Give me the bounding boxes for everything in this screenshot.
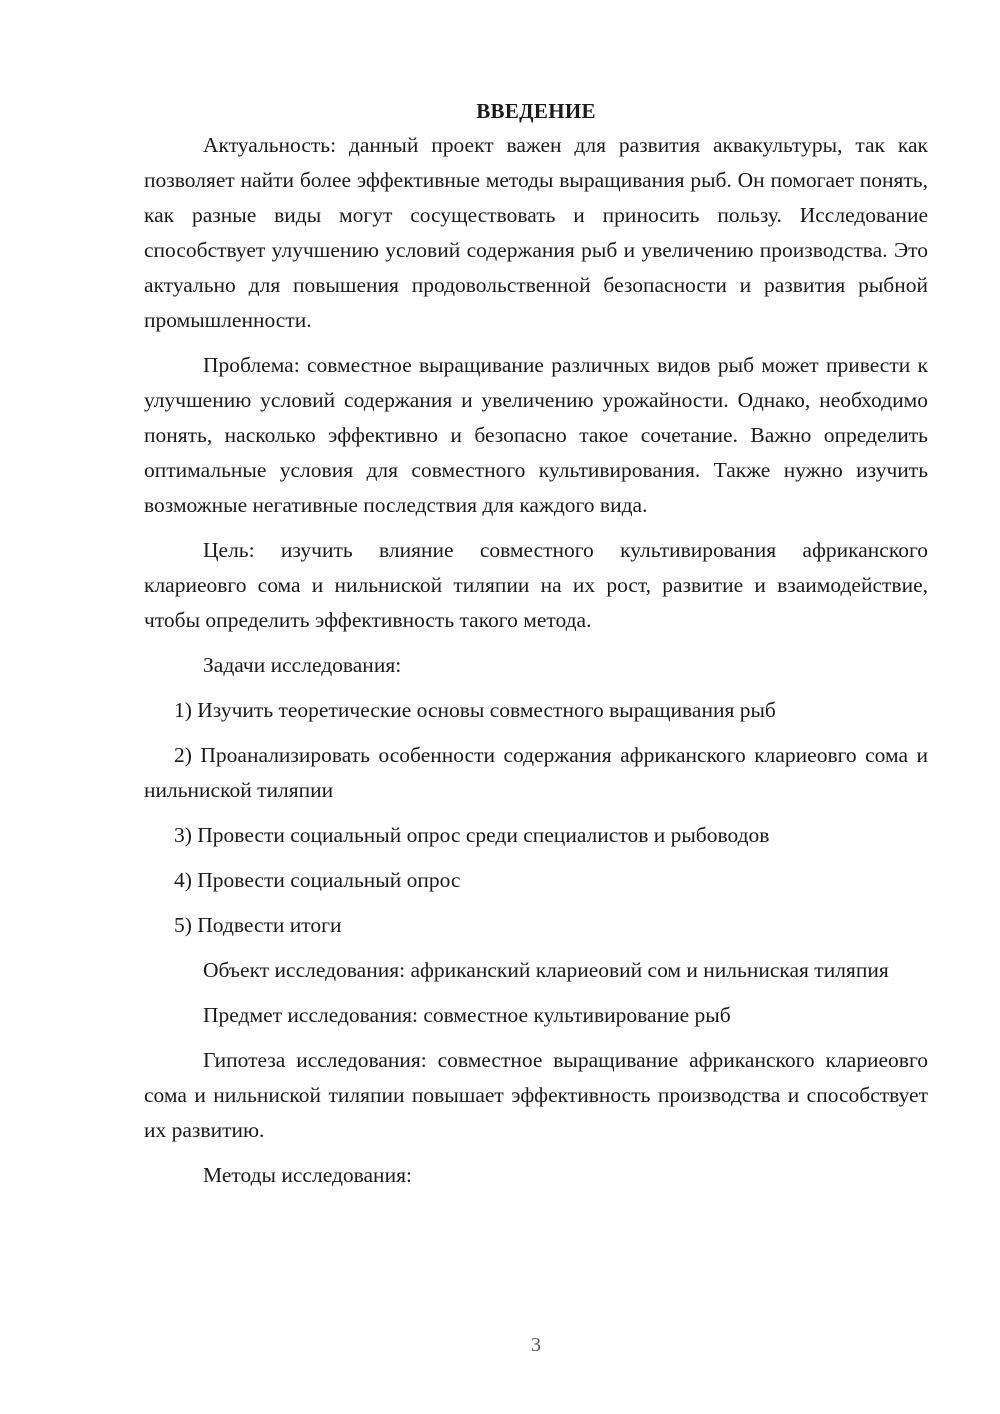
page-number: 3 — [531, 1334, 541, 1356]
relevance-paragraph: Актуальность: данный проект важен для развития аквакультуры, так как позволяет найти более эффективные методы выращивания рыб. Он помогает понять, как разные виды могут сосуществовать и приносить пользу. Исследование способствует улучшению условий содержания рыб и увеличению производства. Это актуально для повышения продовольственной безопасности и развития рыбной промышленности. — [144, 133, 928, 332]
tasks-heading: Задачи исследования: — [203, 653, 402, 677]
goal-paragraph: Цель: изучить влияние совместного культивирования африканского клариеовго сома и нильниской тиляпии на их рост, развитие и взаимодействие, чтобы определить эффективность такого метода. — [144, 538, 928, 632]
problem-paragraph: Проблема: совместное выращивание различных видов рыб может привести к улучшению условий содержания и увеличению урожайности. Однако, необходимо понять, насколько эффективно и безопасно такое сочетание. Важно определить оптимальные условия для совместного культивирования. Также нужно изучить возможные негативные последствия для каждого вида. — [144, 353, 928, 517]
task-item-2: 2) Проанализировать особенности содержания африканского клариеовго сома и нильниской тиляпии — [144, 743, 928, 802]
task-item-5: 5) Подвести итоги — [174, 913, 342, 937]
task-item-4: 4) Провести социальный опрос — [174, 868, 461, 892]
object-paragraph: Объект исследования: африканский клариеовий сом и нильниская тиляпия — [203, 958, 889, 982]
subject-paragraph: Предмет исследования: совместное культивирование рыб — [203, 1003, 731, 1027]
hypothesis-paragraph: Гипотеза исследования: совместное выращивание африканского клариеовго сома и нильниской тиляпии повышает эффективность производства и способствует их развитию. — [144, 1048, 928, 1142]
document-page — [144, 96, 928, 1203]
task-item-1: 1) Изучить теоретические основы совместного выращивания рыб — [174, 698, 776, 722]
task-item-3: 3) Провести социальный опрос среди специалистов и рыбоводов — [174, 823, 770, 847]
section-title: ВВЕДЕНИЕ — [476, 99, 596, 123]
methods-heading: Методы исследования: — [203, 1163, 412, 1187]
